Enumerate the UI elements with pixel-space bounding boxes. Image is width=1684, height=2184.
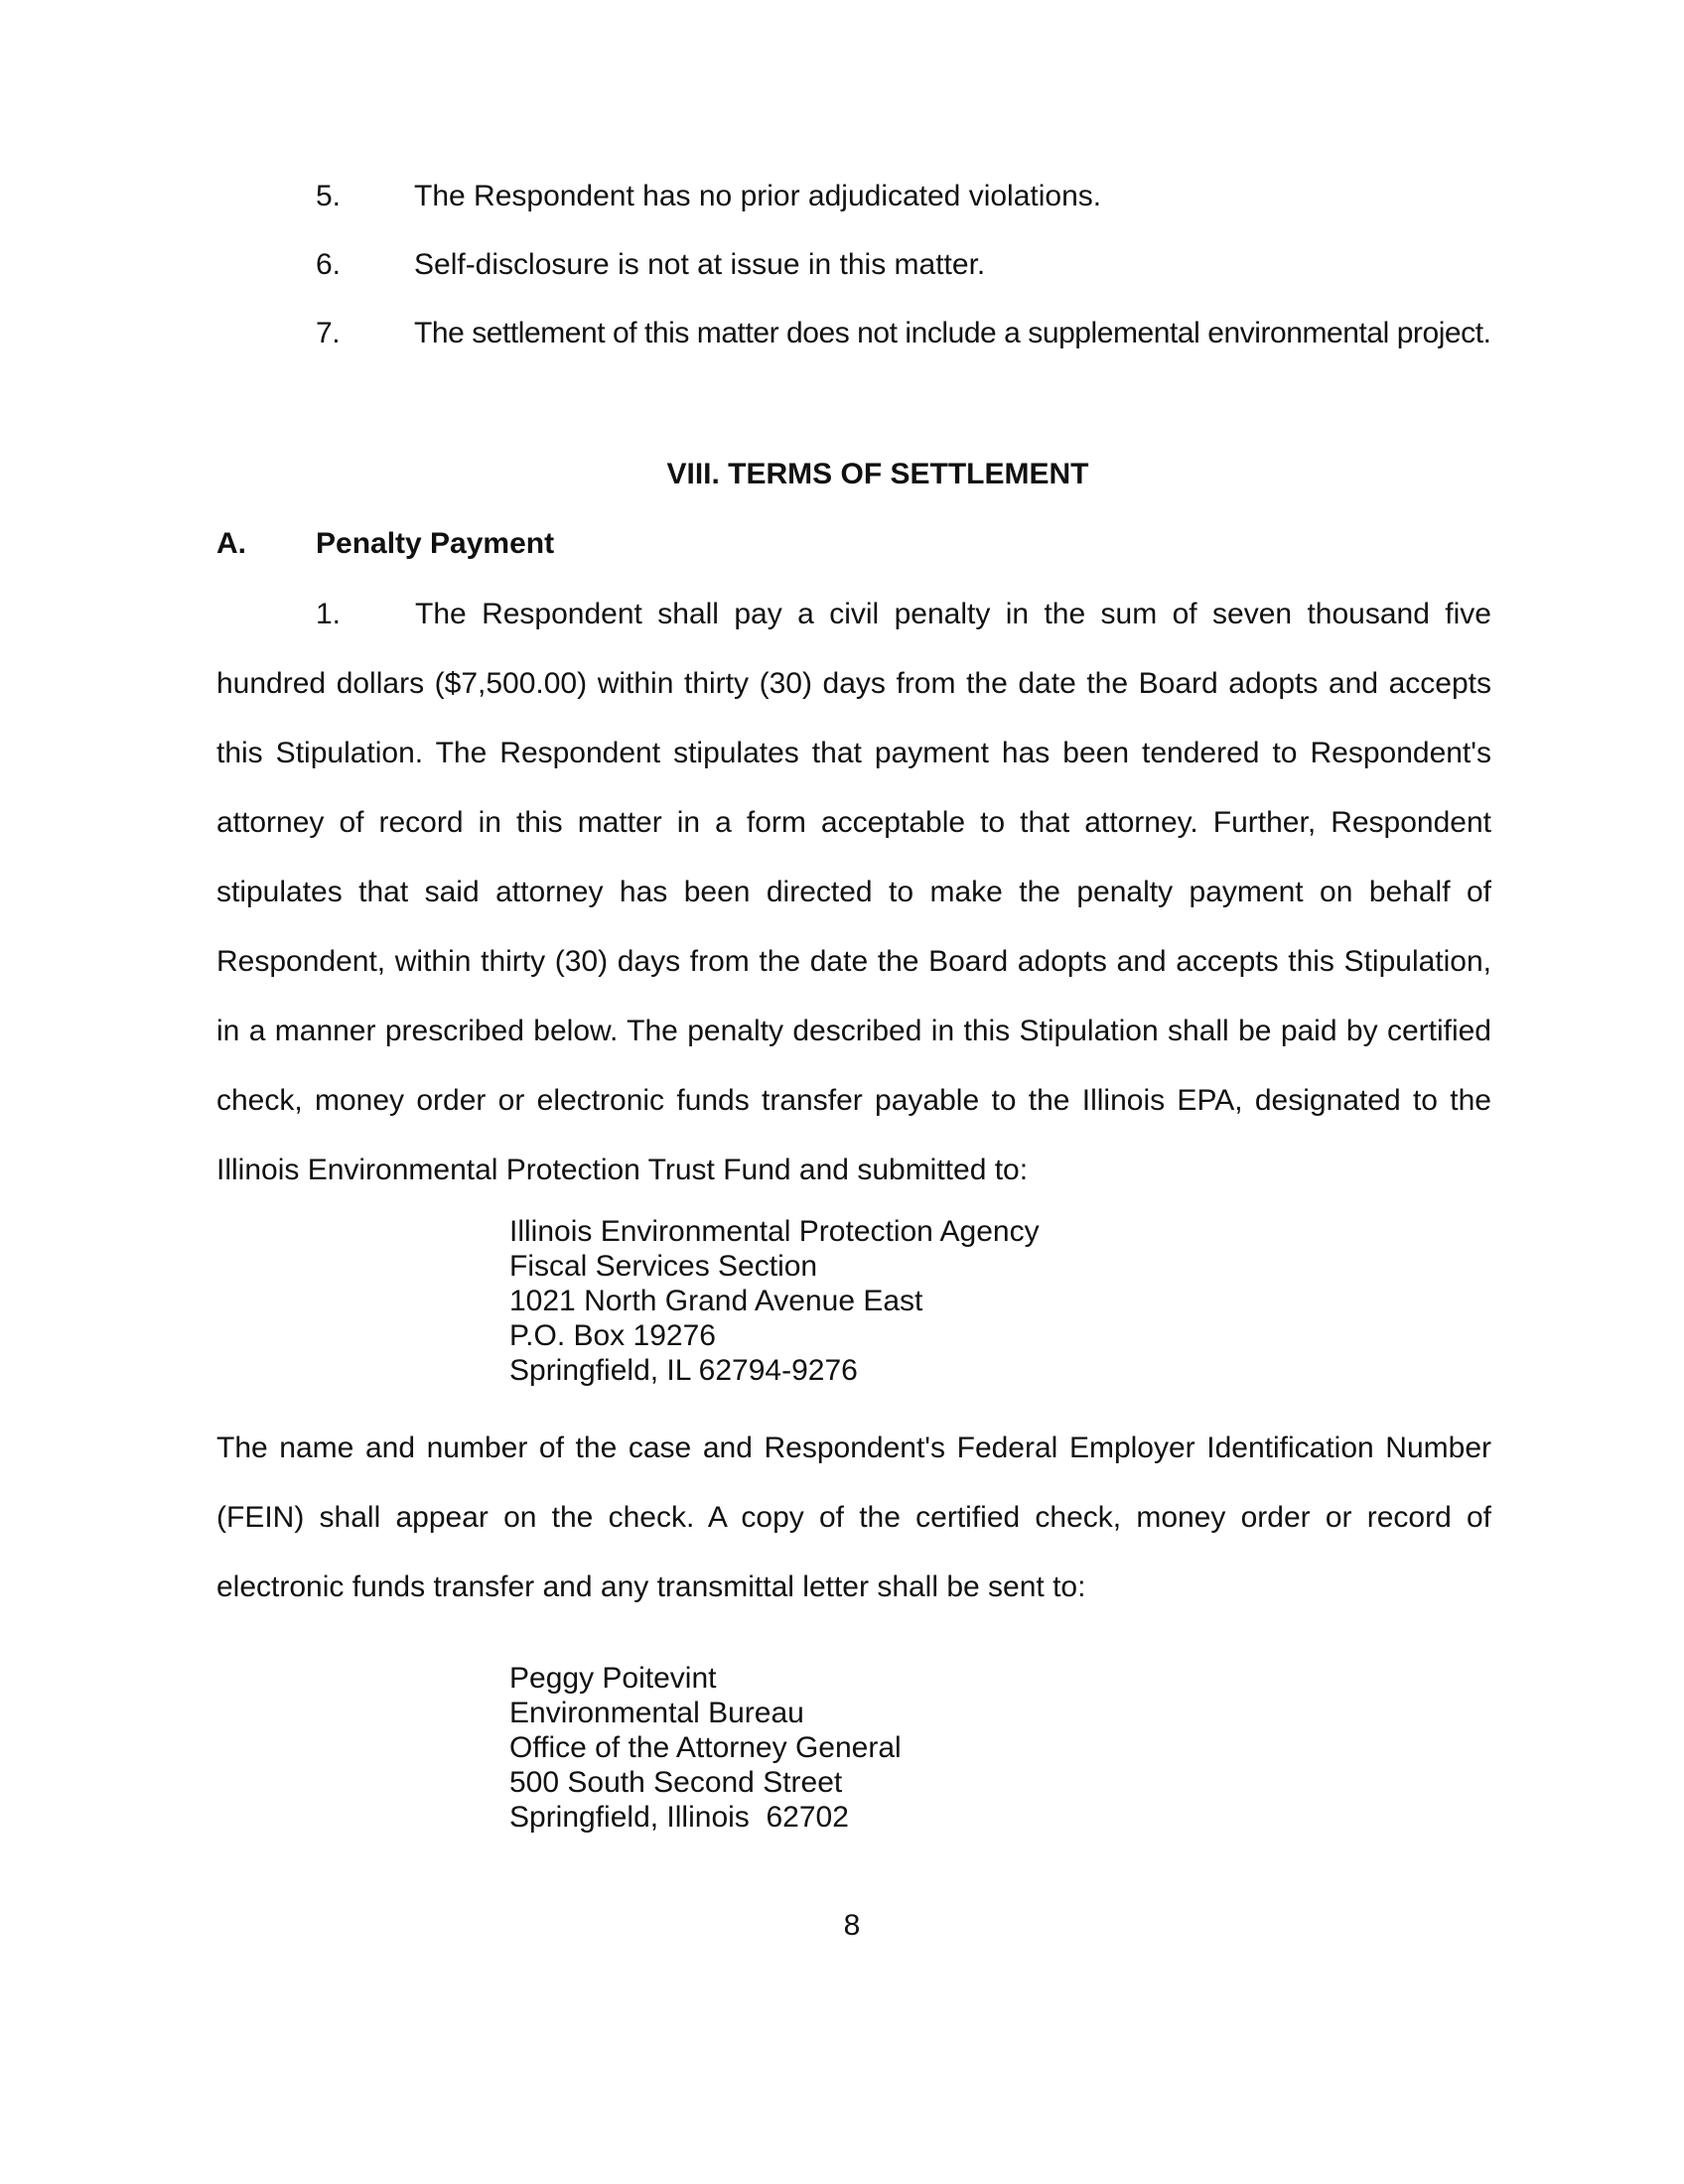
attorney-address-block [509, 1661, 902, 1835]
address-line: Peggy Poitevint [509, 1662, 717, 1695]
address-line: Fiscal Services Section [509, 1250, 818, 1283]
section-heading: VIII. TERMS OF SETTLEMENT [666, 458, 1089, 490]
list-item-text: Self-disclosure is not at issue in this matter. [414, 248, 986, 281]
list-item-text: The settlement of this matter does not include a supplemental environmental project. [414, 317, 1491, 349]
list-item-5 [316, 179, 1491, 214]
list-item-text: The Respondent has no prior adjudicated violations. [414, 180, 1102, 212]
list-item-6 [316, 247, 1491, 283]
address-line: Illinois Environmental Protection Agency [509, 1215, 1040, 1248]
list-item-number: 6. [316, 248, 342, 281]
paragraph-text: The Respondent shall pay a civil penalty in the sum of seven thousand five hundred dollars ($7,500.00) within thirty (30) days from the date the Board adopts and accepts this Stipulation. The Respondent stipulates that payment has been tendered to Respondent's attorney of record in this matter in a form acceptable to that attorney. Further, Respondent stipulates that said attorney has been directed to make the penalty payment on behalf of Respondent, within thirty (30) days from the date the Board adopts and accepts this Stipulation, in a manner prescribed below. The penalty described in this Stipulation shall be paid by certified check, money order or electronic funds transfer payable to the Illinois EPA, designated to the Illinois Environmental Protection Trust Fund and submitted to: [216, 598, 1491, 1186]
address-line: P.O. Box 19276 [509, 1319, 716, 1352]
list-item-7 [316, 316, 1491, 351]
address-line: Environmental Bureau [509, 1697, 804, 1729]
subsection-heading [216, 526, 554, 562]
fein-paragraph: The name and number of the case and Respondent's Federal Employer Identification Number (FEIN) shall appear on the check. A copy of the certified check, money order or record of electronic funds transfer and any transmittal letter shall be sent to: [216, 1432, 1491, 1603]
address-line: Office of the Attorney General [509, 1731, 902, 1764]
page-number: 8 [843, 1909, 861, 1942]
penalty-paragraph [216, 580, 1491, 1205]
address-line: 1021 North Grand Avenue East [509, 1285, 923, 1317]
subsection-letter: A. [216, 527, 246, 560]
payment-address-block [509, 1214, 1040, 1388]
list-item-number: 7. [316, 317, 341, 349]
address-line: 500 South Second Street [509, 1766, 843, 1799]
address-line: Springfield, Illinois 62702 [509, 1801, 849, 1834]
list-item-number: 5. [316, 180, 342, 212]
subsection-title: Penalty Payment [316, 527, 555, 560]
paragraph-number: 1. [316, 598, 342, 630]
address-line: Springfield, IL 62794-9276 [509, 1354, 858, 1387]
